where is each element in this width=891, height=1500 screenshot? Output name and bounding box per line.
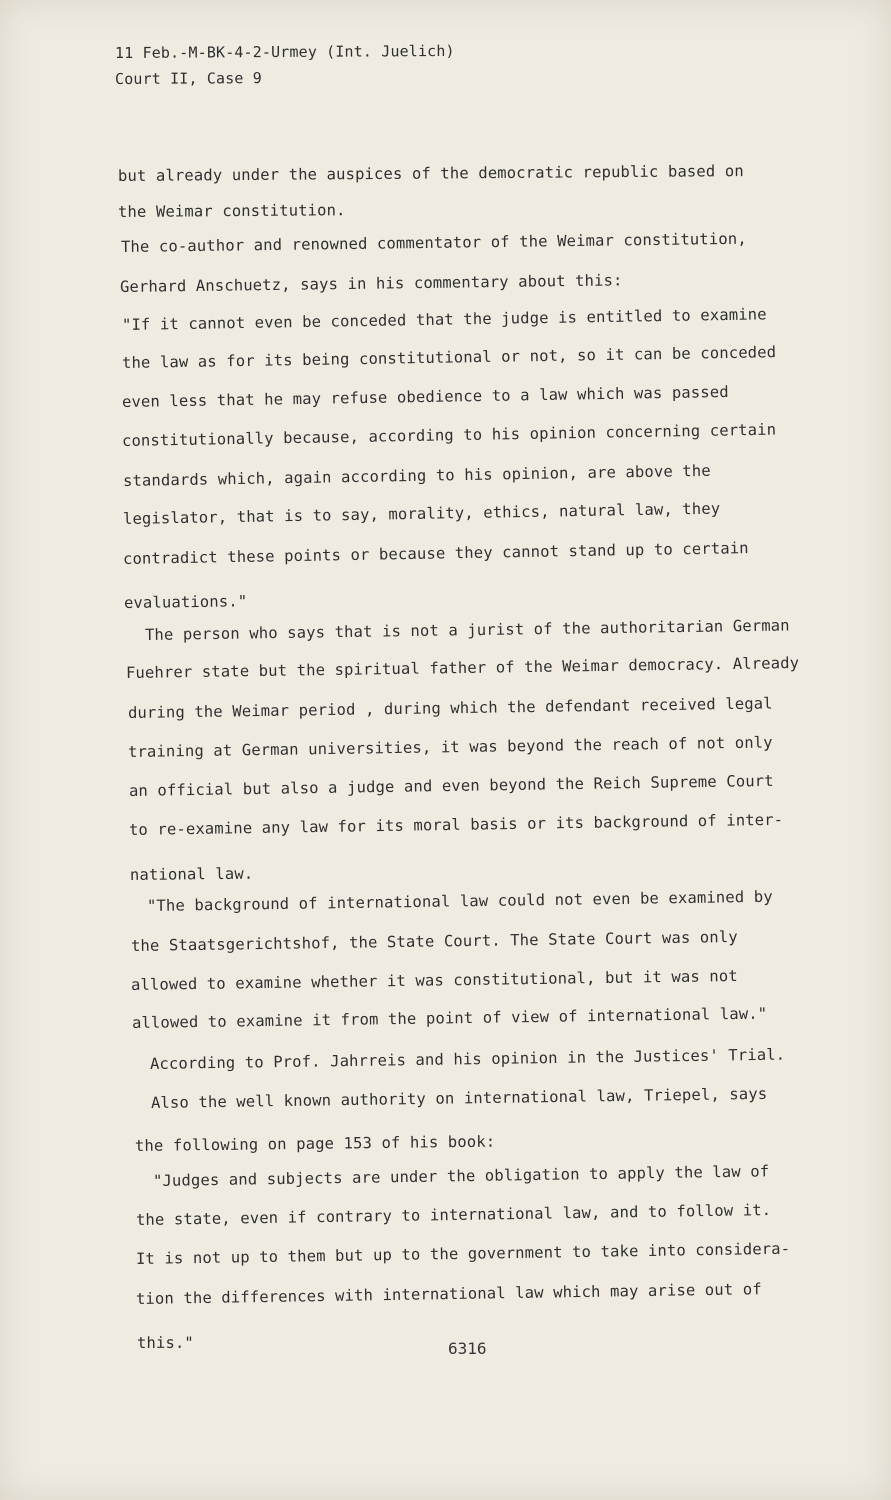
body-line: during the Weimar period , during which the defendant received legal [127,694,773,722]
body-line: even less that he may refuse obedience to a law which was passed [121,382,729,411]
body-line: "If it cannot even be conceded that the judge is entitled to examine [121,305,767,334]
body-line: the law as for its being constitutional or not, so it can be conceded [121,343,777,372]
body-line: contradict these points or because they cannot stand up to certain [122,539,749,568]
body-line: According to Prof. Jahrreis and his opinion in the Justices' Trial. [149,1045,786,1073]
header-reference: 11 Feb.-M-BK-4-2-Urmey (Int. Juelich) [114,41,455,62]
body-line: The person who says that is not a jurist of the authoritarian German [144,616,790,644]
header-court: Court II, Case 9 [114,69,262,88]
body-line: the Weimar constitution. [117,201,346,221]
body-line: to re-examine any law for its moral basis or its background of inter- [128,810,784,839]
body-line: Fuehrer state but the spiritual father of the Weimar democracy. Already [125,654,800,682]
body-line: Also the well known authority on international law, Triepel, says [150,1084,768,1112]
body-line: but already under the auspices of the democratic republic based on [117,162,744,185]
body-line: The co-author and renowned commentator of the Weimar constitution, [120,229,747,256]
body-line: Gerhard Anschuetz, says in his commentary about this: [119,271,623,296]
body-line: "The background of international law could not even be examined by [146,887,773,915]
body-line: the state, even if contrary to international law, and to follow it. [135,1201,772,1229]
body-line: training at German universities, it was beyond the reach of not only [127,733,773,761]
body-line: allowed to examine whether it was constitutional, but it was not [130,966,738,994]
body-line: standards which, again according to his opinion, are above the [122,461,711,490]
body-line: an official but also a judge and even beyond the Reich Supreme Court [128,771,774,800]
body-line: the Staatsgerichtshof, the State Court. The State Court was only [130,927,738,955]
body-line: legislator, that is to say, morality, ethics, natural law, they [122,499,721,528]
body-line: "Judges and subjects are under the obligation to apply the law of [152,1162,770,1190]
body-line: evaluations." [123,592,248,612]
page-number: 6316 [448,1339,487,1358]
body-line: allowed to examine it from the point of view of international law." [131,1004,768,1032]
body-line: national law. [129,864,254,884]
body-line: this." [136,1333,194,1352]
body-line: tion the differences with international law which may arise out of [135,1280,762,1308]
body-line: constitutionally because, according to his opinion concerning certain [121,420,777,450]
body-line: It is not up to them but up to the government to take into considera- [135,1239,791,1268]
body-line: the following on page 153 of his book: [134,1132,496,1155]
